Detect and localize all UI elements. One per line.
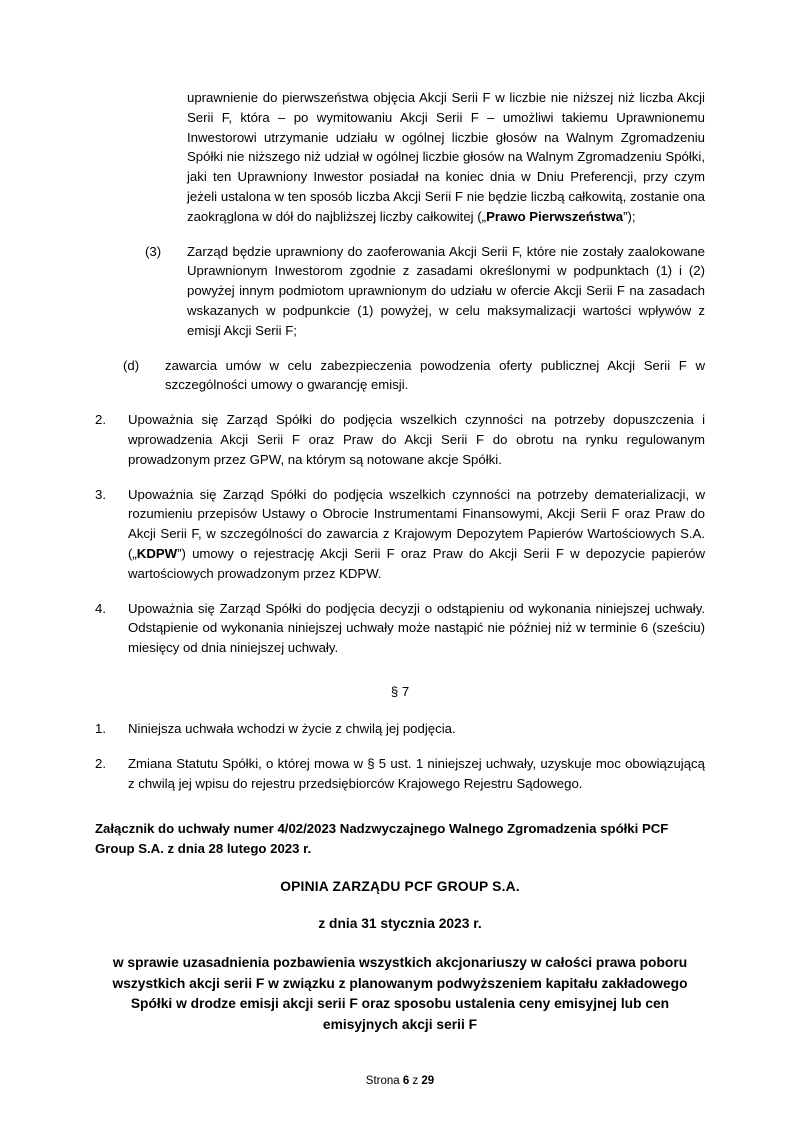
paragraph-continuation xyxy=(187,88,705,227)
section7-item-1 xyxy=(95,719,705,739)
footer-page-number: 6 xyxy=(402,1075,410,1087)
opinion-date: z dnia 31 stycznia 2023 r. xyxy=(318,915,482,931)
list-item-2-marker: 2. xyxy=(95,412,106,428)
kdpw-bold-term: KDPW xyxy=(136,545,178,561)
continuation-bold-term: Prawo Pierwszeństwa xyxy=(486,208,624,224)
list-item-3-text: Zarząd będzie uprawniony do zaoferowania Akcji Serii F, które nie zostały zaalokowane Uprawnionym Inwestorom zgodnie z zasadami określonymi w podpunktach (1) i (2) powyżej innym podmiotom uprawnionym do udziału w ofercie Akcji Serii F na zasadach wskazanych w podpunkcie (1) powyżej, w celu maksymalizacji wartości wpływów z emisji Akcji Serii F; xyxy=(187,243,705,338)
list-item-4-marker: 4. xyxy=(95,600,106,616)
list-item-3b-text-a: Upoważnia się Zarząd Spółki do podjęcia wszelkich czynności na potrzeby dematerializacji, w rozumieniu przepisów Ustawy o Obrocie Instrumentami Finansowymi, Akcji Serii F oraz Praw do Akcji Serii F, w szczególności do zawarcia z Krajowym Depozytem Papierów Wartościowych S.A. („ xyxy=(128,486,705,561)
section7-item-2-marker: 2. xyxy=(95,755,106,771)
list-item-3b-marker: 3. xyxy=(95,486,106,502)
list-item-3b-text-b: ”) umowy o rejestrację Akcji Serii F oraz Praw do Akcji Serii F w depozycie papierów wartościowych prowadzonym przez KDPW. xyxy=(128,545,705,581)
list-item-3 xyxy=(95,242,705,341)
list-item-2-text: Upoważnia się Zarząd Spółki do podjęcia wszelkich czynności na potrzeby dopuszczenia i wprowadzenia Akcji Serii F oraz Praw do Akcji Serii F do obrotu na rynku regulowanym prowadzonym przez GPW, na którym są notowane akcje Spółki. xyxy=(128,412,705,467)
section7-item-2-text: Zmiana Statutu Spółki, o której mowa w § 5 ust. 1 niniejszej uchwały, uzyskuje moc obowiązującą z chwilą jej wpisu do rejestru przedsiębiorców Krajowego Rejestru Sądowego. xyxy=(128,755,705,791)
list-item-d xyxy=(95,356,705,396)
section7-item-2 xyxy=(95,754,705,794)
page-footer xyxy=(0,1075,800,1087)
footer-prefix: Strona xyxy=(365,1075,403,1087)
continuation-text-end: ”); xyxy=(623,208,636,224)
opinion-subject: w sprawie uzasadnienia pozbawienia wszystkich akcjonariuszy w całości prawa poboru wszystkich akcji serii F w związku z planowanym podwyższeniem kapitału zakładowego Spółki w drodze emisji akcji serii F oraz sposobu ustalenia ceny emisyjnej lub cen emisyjnych akcji serii F xyxy=(112,954,688,1032)
continuation-text: uprawnienie do pierwszeństwa objęcia Akcji Serii F w liczbie nie niższej niż liczba Akcji Serii F, która – po wymitowaniu Akcji Serii F – umożliwi takiemu Uprawnionemu Inwestorowi utrzymanie udziału w ogólnej liczbie głosów na Walnym Zgromadzeniu Spółki nie niższego niż udział w ogólnej liczbie głosów na Walnym Zgromadzeniu Spółki, jaki ten Uprawniony Inwestor posiadał na koniec dnia w Dniu Preferencji, przy czym jeżeli ustalona w ten sposób liczba Akcji Serii F nie będzie liczbą całkowitą, zostanie ona zaokrąglona w dół do najbliższej liczby całkowitej („ xyxy=(187,90,705,224)
list-item-3-marker: (3) xyxy=(145,243,162,259)
list-item-4-text: Upoważnia się Zarząd Spółki do podjęcia decyzji o odstąpieniu od wykonania niniejszej uchwały. Odstąpienie od wykonania niniejszej uchwały może nastąpić nie później niż w terminie 6 (sześciu) miesięcy od dnia niniejszej uchwały. xyxy=(128,600,705,656)
section7-item-1-marker: 1. xyxy=(95,720,106,736)
list-item-3b xyxy=(95,485,705,584)
section7-item-1-text: Niniejsza uchwała wchodzi w życie z chwilą jej podjęcia. xyxy=(128,720,456,736)
list-item-2 xyxy=(95,410,705,469)
list-item-4 xyxy=(95,599,705,658)
attachment-heading: Załącznik do uchwały numer 4/02/2023 Nadzwyczajnego Walnego Zgromadzenia spółki PCF Group S.A. z dnia 28 lutego 2023 r. xyxy=(95,821,669,857)
list-item-3b-text xyxy=(128,485,705,584)
footer-middle: z xyxy=(409,1075,422,1087)
section-heading-7: § 7 xyxy=(390,683,410,699)
list-item-d-text: zawarcia umów w celu zabezpieczenia powodzenia oferty publicznej Akcji Serii F w szczególności umowy o gwarancję emisji. xyxy=(165,357,705,393)
opinion-title: OPINIA ZARZĄDU PCF GROUP S.A. xyxy=(280,878,520,894)
list-item-d-marker: (d) xyxy=(123,357,140,373)
footer-total-pages: 29 xyxy=(421,1075,435,1087)
